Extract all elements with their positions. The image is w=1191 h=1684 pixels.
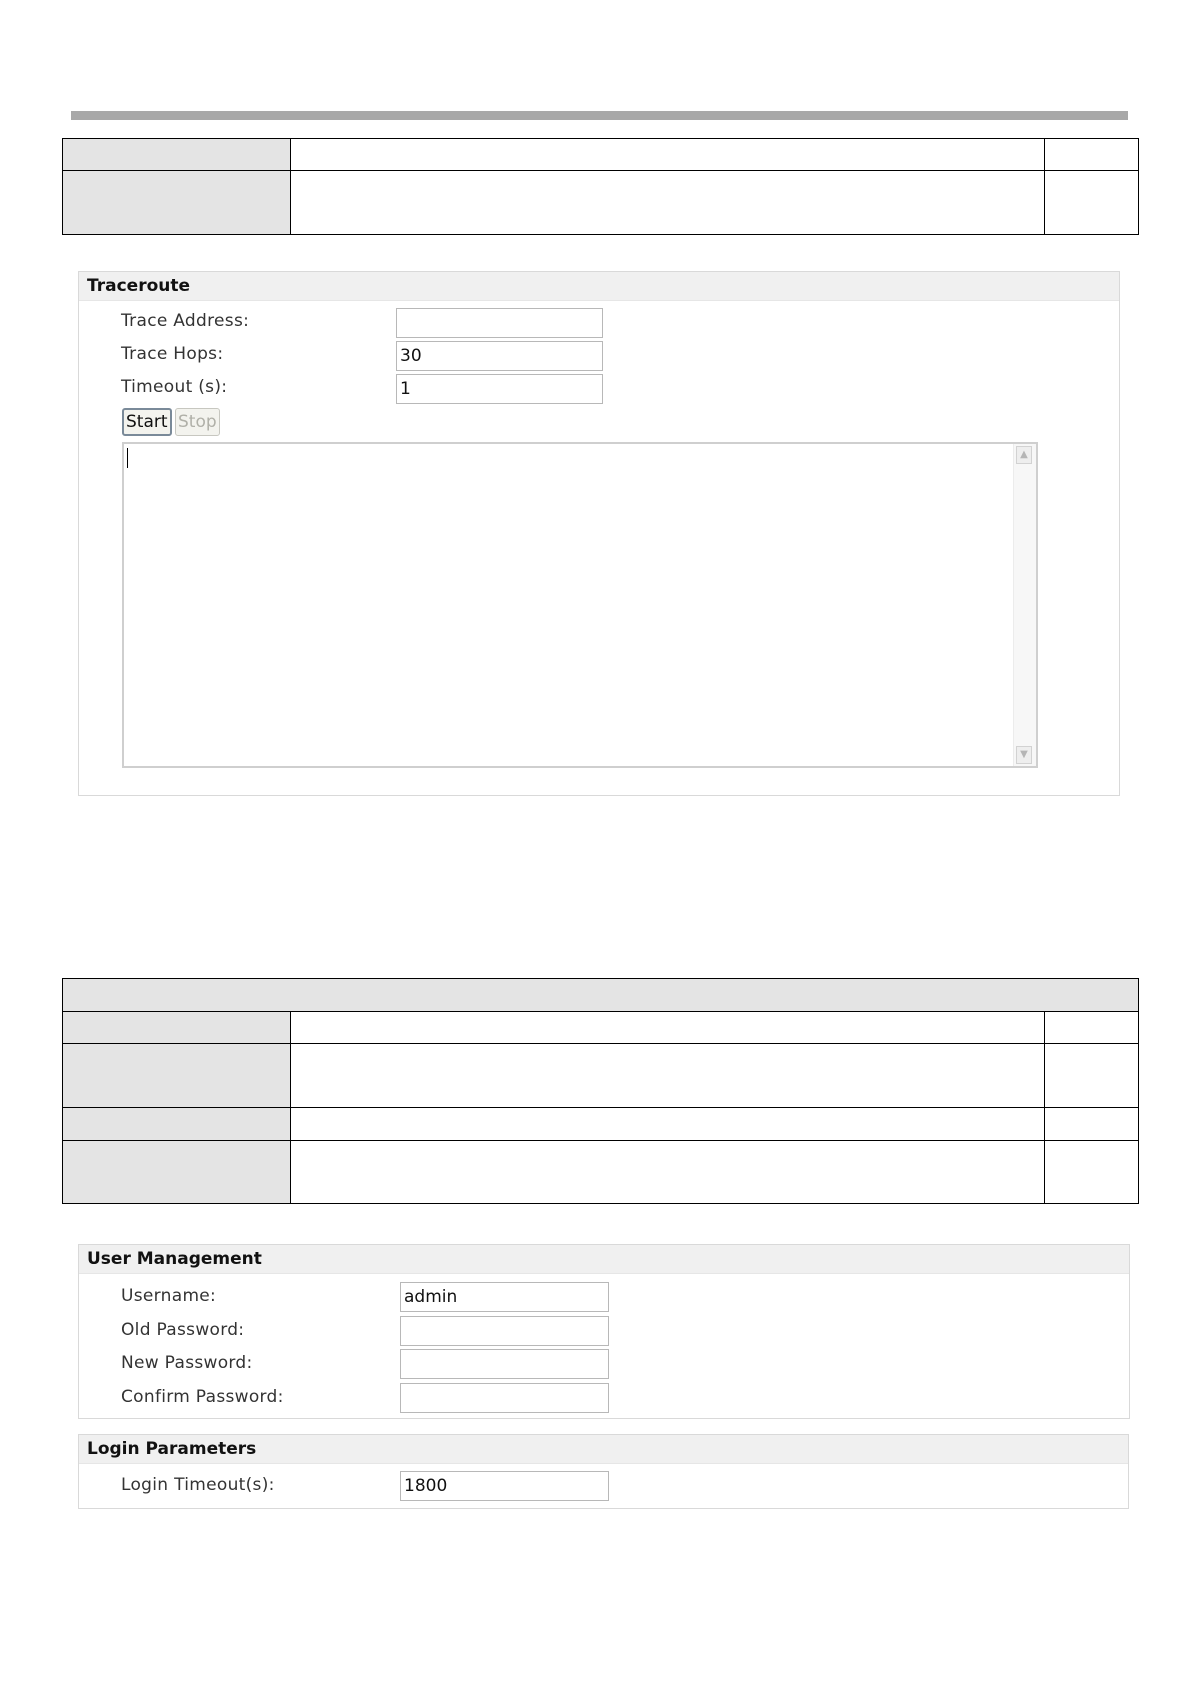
text-caret [127,448,128,468]
old-password-label: Old Password: [121,1320,245,1340]
table-cell [63,1012,291,1044]
login-parameters-panel [78,1434,1129,1509]
start-button[interactable]: Start [122,408,172,436]
panel-title: User Management [79,1245,1129,1274]
table-row [63,1012,1139,1044]
table-cell [291,171,1045,235]
table-row [63,139,1139,171]
user-management-panel [78,1244,1130,1419]
table-cell [63,1141,291,1204]
table-cell [63,1044,291,1108]
old-password-input[interactable] [400,1316,609,1346]
table-cell [63,139,291,171]
username-label: Username: [121,1286,217,1306]
trace-hops-label: Trace Hops: [121,344,224,364]
vertical-scrollbar[interactable] [1013,444,1036,766]
table-cell [291,139,1045,171]
username-input[interactable] [400,1282,609,1312]
table-row [63,979,1139,1012]
table-cell [1045,1044,1139,1108]
new-password-label: New Password: [121,1353,253,1373]
table-cell [1045,139,1139,171]
trace-address-input[interactable] [396,308,603,338]
table-cell [1045,1108,1139,1141]
table-cell [63,1108,291,1141]
table-row [63,171,1139,235]
confirm-password-input[interactable] [400,1383,609,1413]
panel-title: Login Parameters [79,1435,1128,1464]
timeout-label: Timeout (s): [121,377,228,397]
traceroute-panel [78,271,1120,796]
login-timeout-input[interactable] [400,1471,609,1501]
table-cell [1045,1012,1139,1044]
trace-address-label: Trace Address: [121,311,250,331]
table-row [63,1108,1139,1141]
table-row [63,1044,1139,1108]
trace-hops-input[interactable] [396,341,603,371]
table-cell [291,1141,1045,1204]
timeout-input[interactable] [396,374,603,404]
chevron-up-icon[interactable]: ▲ [1016,446,1032,464]
table-cell [291,1044,1045,1108]
confirm-password-label: Confirm Password: [121,1387,284,1407]
new-password-input[interactable] [400,1349,609,1379]
login-timeout-label: Login Timeout(s): [121,1475,275,1495]
table-header-cell [63,979,1139,1012]
parameter-table-1 [62,138,1139,235]
stop-button[interactable]: Stop [175,408,220,436]
table-cell [1045,1141,1139,1204]
table-cell [291,1012,1045,1044]
trace-output[interactable] [122,442,1038,768]
table-cell [291,1108,1045,1141]
header-rule [71,111,1128,120]
table-row [63,1141,1139,1204]
parameter-table-2 [62,978,1139,1204]
table-cell [63,171,291,235]
chevron-down-icon[interactable]: ▼ [1016,746,1032,764]
table-cell [1045,171,1139,235]
panel-title: Traceroute [79,272,1119,301]
